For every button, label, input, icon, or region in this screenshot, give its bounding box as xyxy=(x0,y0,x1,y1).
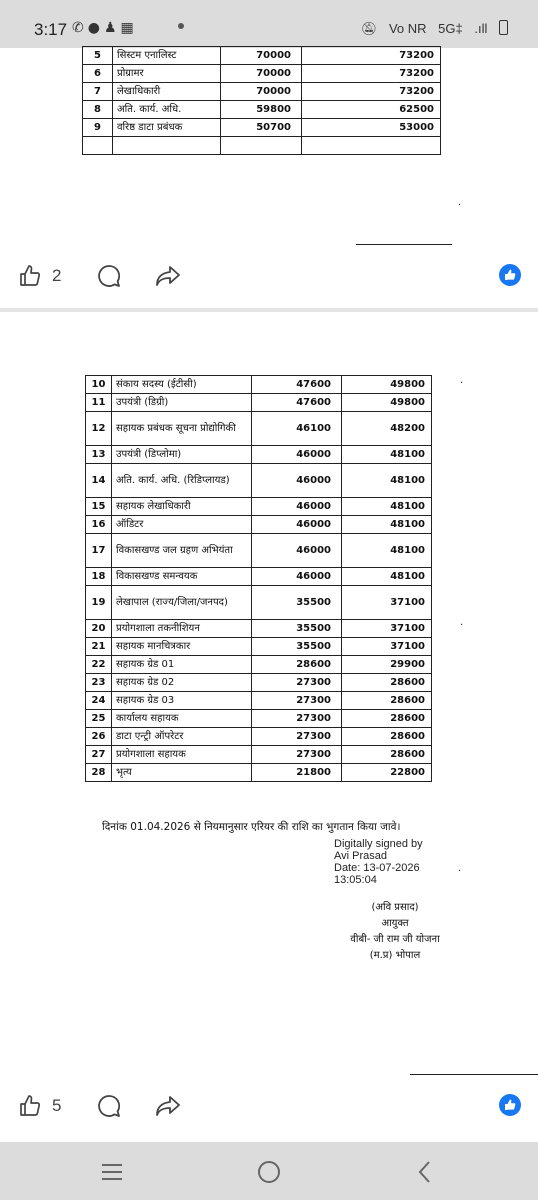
row-number: 26 xyxy=(86,728,112,746)
share-icon[interactable] xyxy=(155,1094,181,1118)
new-pay: 28600 xyxy=(342,710,432,728)
scan-mark: · xyxy=(460,620,464,631)
person-icon: ♟ xyxy=(103,20,121,36)
row-number: 25 xyxy=(86,710,112,728)
status-time: 3:17 xyxy=(34,20,68,39)
new-pay: 28600 xyxy=(342,692,432,710)
salary-table-1 xyxy=(82,46,441,155)
row-number: 19 xyxy=(86,586,112,620)
old-pay: 47600 xyxy=(252,394,342,412)
post-name: विकासखण्ड जल ग्रहण अभियंता xyxy=(112,534,252,568)
row-number: 15 xyxy=(86,498,112,516)
like-count: 2 xyxy=(52,266,62,285)
comment-icon[interactable] xyxy=(96,263,122,289)
new-pay: 37100 xyxy=(342,638,432,656)
post-name: सिस्टम एनालिस्ट xyxy=(113,47,221,65)
status-bar xyxy=(0,0,538,48)
old-pay: 47600 xyxy=(252,376,342,394)
row-number: 10 xyxy=(86,376,112,394)
navigation-bar xyxy=(0,1142,538,1200)
table-row xyxy=(86,534,432,568)
old-pay: 70000 xyxy=(221,47,302,65)
post-name: भृत्य xyxy=(112,764,252,782)
table-row xyxy=(86,692,432,710)
post-name: संकाय सदस्य (ईटीसी) xyxy=(112,376,252,394)
signal-icon: .ıll xyxy=(474,21,488,36)
notification-icons xyxy=(72,20,138,36)
chat-icon: ● xyxy=(87,20,104,36)
table-row xyxy=(86,568,432,586)
old-pay: 46100 xyxy=(252,412,342,446)
old-pay: 46000 xyxy=(252,464,342,498)
row-number: 8 xyxy=(83,101,113,119)
post-name: उपयंत्री (डिग्री) xyxy=(112,394,252,412)
new-pay: 49800 xyxy=(342,376,432,394)
table-row xyxy=(86,412,432,446)
table-row xyxy=(86,586,432,620)
table-row xyxy=(86,764,432,782)
battery-icon xyxy=(499,20,508,35)
row-number: 24 xyxy=(86,692,112,710)
volte-label: Vo NR xyxy=(388,21,427,36)
old-pay: 70000 xyxy=(221,65,302,83)
table-row xyxy=(86,638,432,656)
row-number: 18 xyxy=(86,568,112,586)
row-number: 27 xyxy=(86,746,112,764)
signing-authority xyxy=(330,900,460,964)
post-name: सहायक लेखाधिकारी xyxy=(112,498,252,516)
mute-icon: 🔕︎ xyxy=(360,21,378,36)
post-separator xyxy=(0,308,538,312)
app-icon: ▦ xyxy=(120,20,138,36)
new-pay: 22800 xyxy=(342,764,432,782)
like-icon[interactable] xyxy=(18,1094,42,1118)
signature-date: Date: 13-07-2026 xyxy=(334,862,420,874)
table-row xyxy=(86,516,432,534)
post-name: डाटा एन्ट्री ऑपरेटर xyxy=(112,728,252,746)
post-name: सहायक प्रबंधक सूचना प्रोद्योगिकी xyxy=(112,412,252,446)
post-name: कार्यालय सहायक xyxy=(112,710,252,728)
back-icon[interactable] xyxy=(417,1160,431,1184)
new-pay: 48100 xyxy=(342,446,432,464)
scan-mark: · xyxy=(460,378,464,389)
row-number: 16 xyxy=(86,516,112,534)
post-name: सहायक ग्रेड 02 xyxy=(112,674,252,692)
table-row xyxy=(83,65,441,83)
old-pay: 21800 xyxy=(252,764,342,782)
page-edge-line xyxy=(410,1074,538,1075)
row-number: 28 xyxy=(86,764,112,782)
new-pay: 48100 xyxy=(342,464,432,498)
table-row xyxy=(86,446,432,464)
row-number: 12 xyxy=(86,412,112,446)
table-row xyxy=(83,83,441,101)
reaction-bar-1 xyxy=(0,254,538,300)
row-number: 13 xyxy=(86,446,112,464)
old-pay: 28600 xyxy=(252,656,342,674)
old-pay: 46000 xyxy=(252,568,342,586)
old-pay: 27300 xyxy=(252,674,342,692)
post-name: प्रयोगशाला तकनीशियन xyxy=(112,620,252,638)
authority-name: (अवि प्रसाद) xyxy=(371,902,419,913)
new-pay: 73200 xyxy=(302,83,441,101)
table-row xyxy=(83,47,441,65)
table-row xyxy=(86,464,432,498)
post-name: ऑडिटर xyxy=(112,516,252,534)
new-pay: 48100 xyxy=(342,516,432,534)
table-row xyxy=(86,656,432,674)
post-name: उपयंत्री (डिप्लोमा) xyxy=(112,446,252,464)
row-number: 17 xyxy=(86,534,112,568)
old-pay: 46000 xyxy=(252,516,342,534)
scan-mark: · xyxy=(458,200,462,211)
post-name: लेखाधिकारी xyxy=(113,83,221,101)
whatsapp-icon: ✆ xyxy=(72,20,88,36)
new-pay: 73200 xyxy=(302,47,441,65)
row-number: 5 xyxy=(83,47,113,65)
table-row-empty xyxy=(83,137,441,155)
row-number: 23 xyxy=(86,674,112,692)
old-pay: 27300 xyxy=(252,728,342,746)
signer-name: Avi Prasad xyxy=(334,850,387,862)
digital-signature xyxy=(334,838,423,886)
table-row xyxy=(86,728,432,746)
row-number: 7 xyxy=(83,83,113,101)
old-pay: 35500 xyxy=(252,620,342,638)
signature-line: Digitally signed by xyxy=(334,838,423,850)
old-pay: 35500 xyxy=(252,638,342,656)
post-name: सहायक मानचित्रकार xyxy=(112,638,252,656)
new-pay: 53000 xyxy=(302,119,441,137)
row-number: 6 xyxy=(83,65,113,83)
row-number: 11 xyxy=(86,394,112,412)
old-pay: 27300 xyxy=(252,746,342,764)
new-pay: 49800 xyxy=(342,394,432,412)
new-pay: 37100 xyxy=(342,586,432,620)
new-pay: 37100 xyxy=(342,620,432,638)
page-edge-line xyxy=(356,244,452,245)
new-pay: 29900 xyxy=(342,656,432,674)
new-pay: 48100 xyxy=(342,534,432,568)
post-name: सहायक ग्रेड 03 xyxy=(112,692,252,710)
post-name: अति. कार्य. अधि. xyxy=(113,101,221,119)
new-pay: 48100 xyxy=(342,498,432,516)
table-row xyxy=(86,674,432,692)
table-row xyxy=(86,498,432,516)
new-pay: 48100 xyxy=(342,568,432,586)
notification-dot xyxy=(178,23,184,29)
share-icon[interactable] xyxy=(155,264,181,288)
new-pay: 28600 xyxy=(342,674,432,692)
document-image-2[interactable] xyxy=(85,375,432,782)
like-reaction-icon xyxy=(499,264,521,286)
like-count: 5 xyxy=(52,1096,62,1115)
old-pay: 46000 xyxy=(252,446,342,464)
row-number: 14 xyxy=(86,464,112,498)
old-pay: 27300 xyxy=(252,710,342,728)
old-pay: 35500 xyxy=(252,586,342,620)
post-name: प्रयोगशाला सहायक xyxy=(112,746,252,764)
table-row xyxy=(86,394,432,412)
old-pay: 27300 xyxy=(252,692,342,710)
new-pay: 62500 xyxy=(302,101,441,119)
like-icon[interactable] xyxy=(18,264,42,288)
table-row xyxy=(86,620,432,638)
new-pay: 48200 xyxy=(342,412,432,446)
post-name: वरिष्ठ डाटा प्रबंधक xyxy=(113,119,221,137)
arrear-note: दिनांक 01.04.2026 से नियमानुसार एरियर की राशि का भुगतान किया जावे। xyxy=(102,821,401,833)
comment-icon[interactable] xyxy=(96,1093,122,1119)
system-indicators xyxy=(353,20,508,37)
old-pay: 70000 xyxy=(221,83,302,101)
table-row xyxy=(83,119,441,137)
table-row xyxy=(86,710,432,728)
row-number: 22 xyxy=(86,656,112,674)
network-label: 5G‡ xyxy=(438,21,463,36)
signature-time: 13:05:04 xyxy=(334,874,377,886)
old-pay: 46000 xyxy=(252,498,342,516)
new-pay: 28600 xyxy=(342,746,432,764)
new-pay: 28600 xyxy=(342,728,432,746)
scan-mark: · xyxy=(458,866,462,877)
document-image-1[interactable] xyxy=(82,46,441,155)
old-pay: 59800 xyxy=(221,101,302,119)
old-pay: 46000 xyxy=(252,534,342,568)
table-row xyxy=(83,101,441,119)
post-name: प्रोग्रामर xyxy=(113,65,221,83)
row-number: 20 xyxy=(86,620,112,638)
recent-apps-icon[interactable] xyxy=(100,1162,124,1182)
authority-designation: आयुक्त xyxy=(381,918,409,929)
old-pay: 50700 xyxy=(221,119,302,137)
post-name: सहायक ग्रेड 01 xyxy=(112,656,252,674)
post-name: लेखापाल (राज्य/जिला/जनपद) xyxy=(112,586,252,620)
new-pay: 73200 xyxy=(302,65,441,83)
table-row xyxy=(86,746,432,764)
post-name: अति. कार्य. अधि. (रिडिप्लायड) xyxy=(112,464,252,498)
authority-org: वीबी- जी राम जी योजना xyxy=(350,934,440,945)
salary-table-2 xyxy=(85,375,432,782)
reaction-bar-2 xyxy=(0,1084,538,1130)
row-number: 9 xyxy=(83,119,113,137)
authority-place: (म.प्र) भोपाल xyxy=(369,950,421,961)
post-name: विकासखण्ड समन्वयक xyxy=(112,568,252,586)
row-number: 21 xyxy=(86,638,112,656)
home-icon[interactable] xyxy=(257,1160,281,1184)
table-row xyxy=(86,376,432,394)
like-reaction-icon xyxy=(499,1094,521,1116)
